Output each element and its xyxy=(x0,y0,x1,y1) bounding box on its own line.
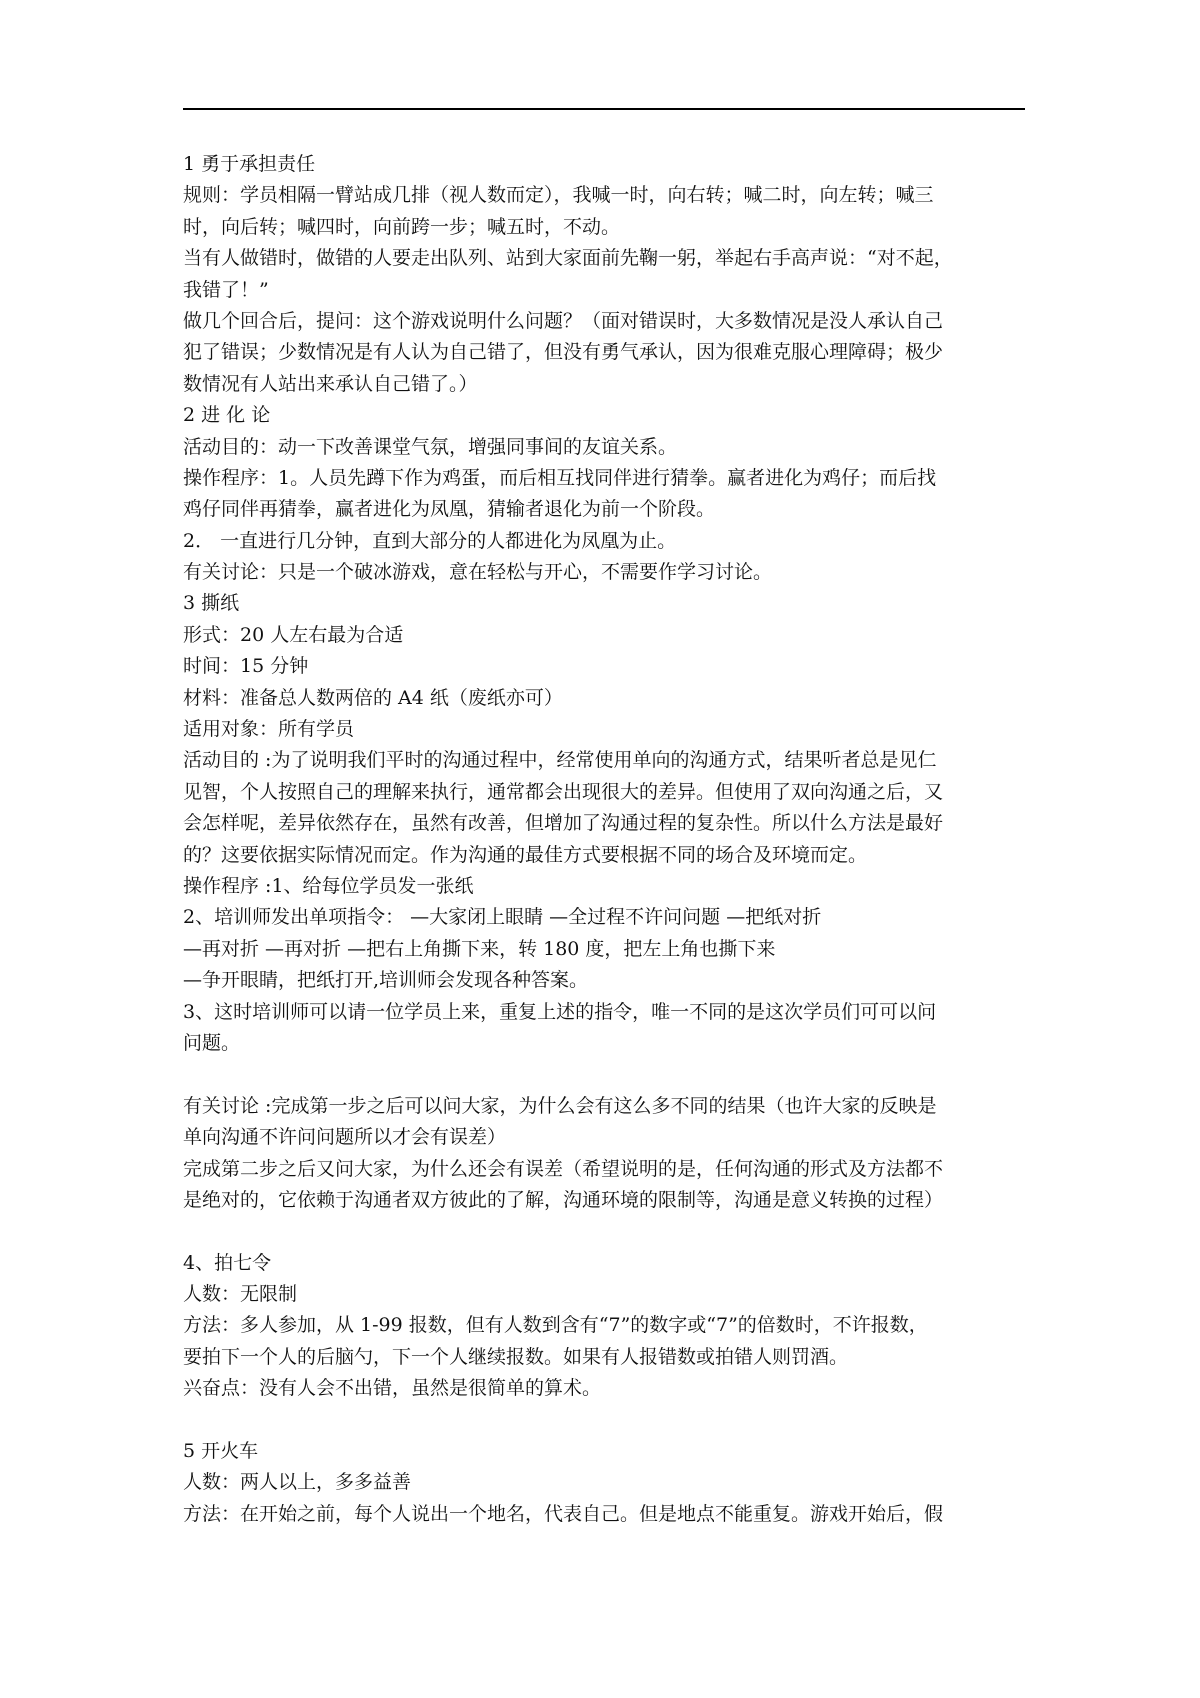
blank-line xyxy=(183,1216,1025,1247)
text-line: 4、拍七令 xyxy=(183,1251,272,1274)
text-line: 3 撕纸 xyxy=(183,592,240,615)
text-line: 活动目的 :为了说明我们平时的沟通过程中，经常使用单向的沟通方式，结果听者总是见仁 xyxy=(183,749,937,772)
text-line: 人数：两人以上，多多益善 xyxy=(183,1471,412,1494)
text-line: 问题。 xyxy=(183,1031,241,1054)
text-line: 犯了错误；少数情况是有人认为自己错了，但没有勇气承认，因为很难克服心理障碍；极少 xyxy=(183,341,944,364)
text-line: 要拍下一个人的后脑勺，下一个人继续报数。如果有人报错数或拍错人则罚酒。 xyxy=(183,1345,849,1368)
text-line: 2 进 化 论 xyxy=(183,404,271,427)
text-line: 的？这要依据实际情况而定。作为沟通的最佳方式要根据不同的场合及环境而定。 xyxy=(183,843,868,866)
text-line: 单向沟通不许问问题所以才会有误差） xyxy=(183,1126,507,1149)
text-line: —争开眼睛，把纸打开,培训师会发现各种答案。 xyxy=(183,969,589,992)
text-line: 3、这时培训师可以请一位学员上来，重复上述的指令，唯一不同的是这次学员们可可以问 xyxy=(183,1000,937,1023)
text-line: 见智，个人按照自己的理解来执行，通常都会出现很大的差异。但使用了双向沟通之后，又 xyxy=(183,780,944,803)
text-line: 操作程序：1。人员先蹲下作为鸡蛋，而后相互找同伴进行猜拳。赢者进化为鸡仔；而后找 xyxy=(183,466,937,489)
text-line: 鸡仔同伴再猜拳，赢者进化为凤凰，猜输者退化为前一个阶段。 xyxy=(183,498,716,521)
text-line: —再对折 —再对折 —把右上角撕下来，转 180 度，把左上角也撕下来 xyxy=(183,937,776,960)
text-line: 5 开火车 xyxy=(183,1440,259,1463)
text-line: 适用对象：所有学员 xyxy=(183,718,355,741)
text-line: 做几个回合后，提问：这个游戏说明什么问题？（面对错误时，大多数情况是没人承认自己 xyxy=(183,309,944,332)
text-line: 数情况有人站出来承认自己错了。） xyxy=(183,372,478,395)
text-line: 材料：准备总人数两倍的 A4 纸（废纸亦可） xyxy=(183,686,563,709)
text-line: 我错了！” xyxy=(183,278,269,301)
text-line: 时，向后转；喊四时，向前跨一步；喊五时，不动。 xyxy=(183,215,621,238)
text-line: 2、培训师发出单项指令： —大家闭上眼睛 —全过程不许问问题 —把纸对折 xyxy=(183,906,822,929)
text-line: 1 勇于承担责任 xyxy=(183,153,316,175)
header-rule xyxy=(183,108,1025,110)
text-line: 兴奋点：没有人会不出错，虽然是很简单的算术。 xyxy=(183,1377,602,1400)
text-line: 形式：20 人左右最为合适 xyxy=(183,623,404,646)
text-line: 活动目的：动一下改善课堂气氛，增强同事间的友谊关系。 xyxy=(183,435,678,458)
text-line: 会怎样呢，差异依然存在，虽然有改善，但增加了沟通过程的复杂性。所以什么方法是最好 xyxy=(183,812,944,835)
text-line: 时间：15 分钟 xyxy=(183,655,309,678)
text-line: 操作程序 :1、给每位学员发一张纸 xyxy=(183,874,474,897)
text-line: 有关讨论：只是一个破冰游戏，意在轻松与开心，不需要作学习讨论。 xyxy=(183,561,773,584)
blank-line xyxy=(183,1405,1025,1436)
text-line: 人数：无限制 xyxy=(183,1283,298,1306)
blank-line xyxy=(183,1059,1025,1090)
text-line: 方法：多人参加，从 1-99 报数，但有人数到含有“7”的数字或“7”的倍数时，不许报数， xyxy=(183,1314,928,1337)
text-line: 是绝对的，它依赖于沟通者双方彼此的了解，沟通环境的限制等，沟通是意义转换的过程） xyxy=(183,1188,944,1211)
text-line: 有关讨论 :完成第一步之后可以问大家，为什么会有这么多不同的结果（也许大家的反映是 xyxy=(183,1094,937,1117)
text-line: 规则：学员相隔一臂站成几排（视人数而定），我喊一时，向右转；喊二时，向左转；喊三 xyxy=(183,184,934,207)
text-line: 方法：在开始之前，每个人说出一个地名，代表自己。但是地点不能重复。游戏开始后，假 xyxy=(183,1502,944,1525)
text-line: 当有人做错时，做错的人要走出队列、站到大家面前先鞠一躬，举起右手高声说：“对不起， xyxy=(183,247,953,270)
text-line: 完成第二步之后又问大家，为什么还会有误差（希望说明的是，任何沟通的形式及方法都不 xyxy=(183,1157,944,1180)
text-line: 2． 一直进行几分钟，直到大部分的人都进化为凤凰为止。 xyxy=(183,529,677,552)
document-body xyxy=(183,149,1025,1530)
